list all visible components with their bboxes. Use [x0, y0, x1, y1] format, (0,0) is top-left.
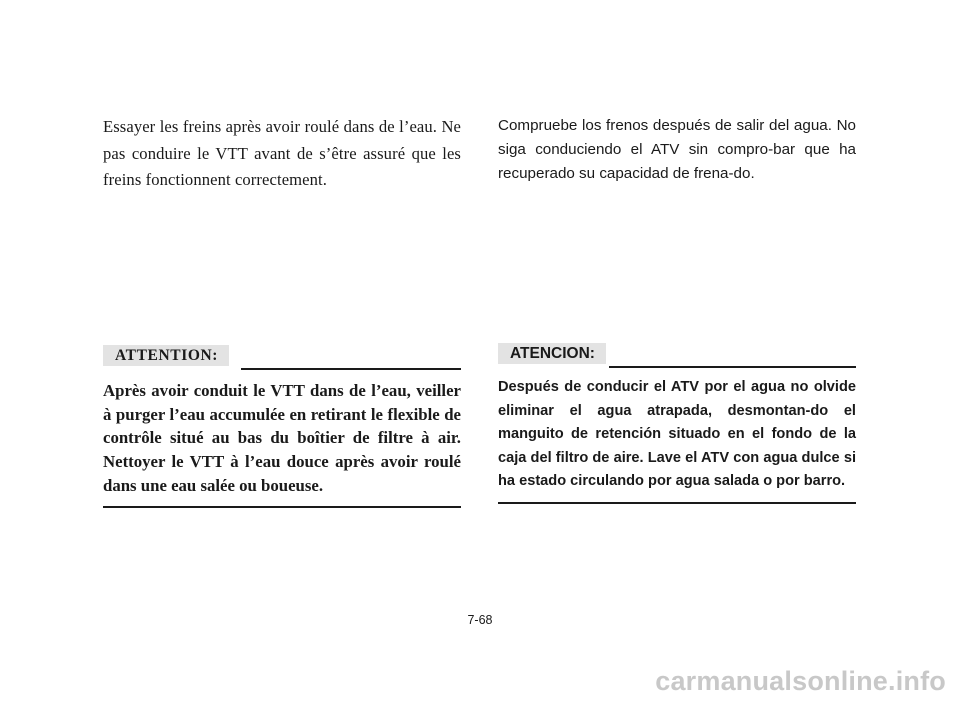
page-number: 7-68 [467, 613, 493, 627]
spanish-caution-top-rule [609, 366, 856, 368]
site-watermark: carmanualsonline.info [655, 666, 946, 696]
french-caution-top-rule [241, 368, 461, 370]
french-caution-box [103, 345, 461, 508]
spanish-caution-label: ATENCION: [498, 343, 606, 364]
french-caution-label: ATTENTION: [103, 345, 229, 366]
spanish-caution-box [498, 343, 856, 504]
french-caution-bottom-rule [103, 506, 461, 508]
french-caution-text: Après avoir conduit le VTT dans de l’eau, veiller à purger l’eau accumulée en retirant le flexible de contrôle situé au bas du boîtier de filtre à air. Nettoyer le VTT à l’eau douce après avoir roulé dans une eau salée ou boueuse. [103, 381, 461, 495]
spanish-caution-header [498, 343, 856, 369]
french-brake-paragraph: Essayer les freins après avoir roulé dans de l’eau. Ne pas conduire le VTT avant de s’être assuré que les freins fonctionnent correctement. [103, 117, 461, 189]
spanish-caution-bottom-rule [498, 502, 856, 504]
spanish-brake-paragraph: Compruebe los frenos después de salir del agua. No siga conduciendo el ATV sin compro-bar que ha recuperado su capacidad de frena-do. [498, 117, 856, 182]
spanish-caution-text: Después de conducir el ATV por el agua no olvide eliminar el agua atrapada, desmontan-do el manguito de retención situado en el fondo de la caja del filtro de aire. Lave el ATV con agua dulce si ha estado circulando por agua salada o por barro. [498, 379, 856, 490]
french-caution-header [103, 345, 461, 371]
